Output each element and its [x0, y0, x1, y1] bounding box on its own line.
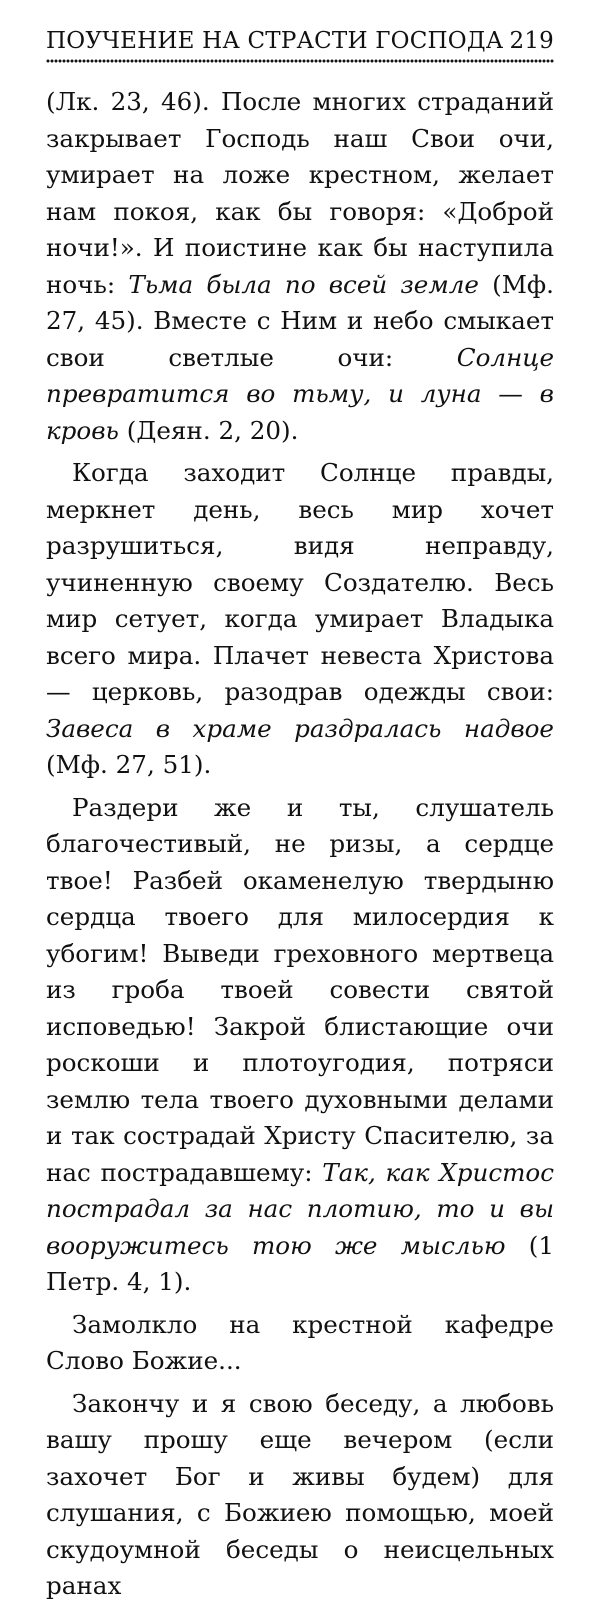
- header-ornament-rule: [46, 58, 554, 66]
- paragraph-3-text-b: (1 Петр. 4, 1).: [46, 1230, 555, 1296]
- paragraph-2-text-a: Когда заходит Солнце правды, меркнет день, весь мир хочет разрушиться, видя неправду, учиненную своему Создателю. Весь мир сетует, когда умирает Владыка всего мира. Плачет невеста Христова — церковь, разодрав одежды свои:: [46, 458, 554, 706]
- paragraph-5-text: Закончу и я свою беседу, а любовь вашу прошу еще вечером (если захочет Бог и живы будем) для слушания, с Божиею помощью, моей скудоумной беседы о неисцельных ранах: [46, 1388, 554, 1600]
- paragraph-4-text: Замолкло на крестной кафедре Слово Божие...: [46, 1309, 554, 1375]
- running-title: ПОУЧЕНИЕ НА СТРАСТИ ГОСПОДА: [46, 28, 504, 54]
- page-number: 219: [509, 28, 554, 54]
- paragraph-1-text-a: (Лк. 23, 46). После многих страданий закрывает Господь наш Свои очи, умирает на ложе крестном, желает нам покоя, как бы говоря: «Доброй ночи!». И поистине как бы наступила ночь:: [46, 87, 554, 299]
- paragraph-3: [46, 790, 554, 1301]
- paragraph-3-text-a: Раздери же и ты, слушатель благочестивый, не ризы, а сердце твое! Разбей окаменелую твердыню сердца твоего для милосердия к убогим! Выведи греховного мертвеца из гроба твоей совести святой исповедью! Закрой блистающие очи роскоши и плотоугодия, потряси землю тела твоего духовными делами и так сострадай Христу Спасителю, за нас пострадавшему:: [46, 792, 554, 1187]
- paragraph-1-text-b: (Мф. 27, 45). Вместе с Ним и небо смыкает свои светлые очи:: [46, 269, 554, 372]
- body-text: [46, 84, 554, 1611]
- paragraph-1-quote-b: Солнце превратится во тьму, и луна — в кровь: [46, 342, 554, 445]
- paragraph-1-text-c: (Деян. 2, 20).: [118, 415, 299, 445]
- paragraph-4: [46, 1307, 554, 1380]
- paragraph-1-quote-a: Тьма была по всей земле: [128, 269, 479, 299]
- paragraph-2-quote: Завеса в храме раздралась надвое: [46, 713, 554, 743]
- paragraph-1: [46, 84, 554, 449]
- running-header: [46, 20, 554, 54]
- paragraph-2-text-b: (Мф. 27, 51).: [46, 750, 212, 779]
- paragraph-5: [46, 1386, 554, 1605]
- paragraph-3-quote: Так, как Христос пострадал за нас плотию, то и вы вооружитесь тою же мыслью: [46, 1157, 555, 1260]
- paragraph-2: [46, 455, 554, 784]
